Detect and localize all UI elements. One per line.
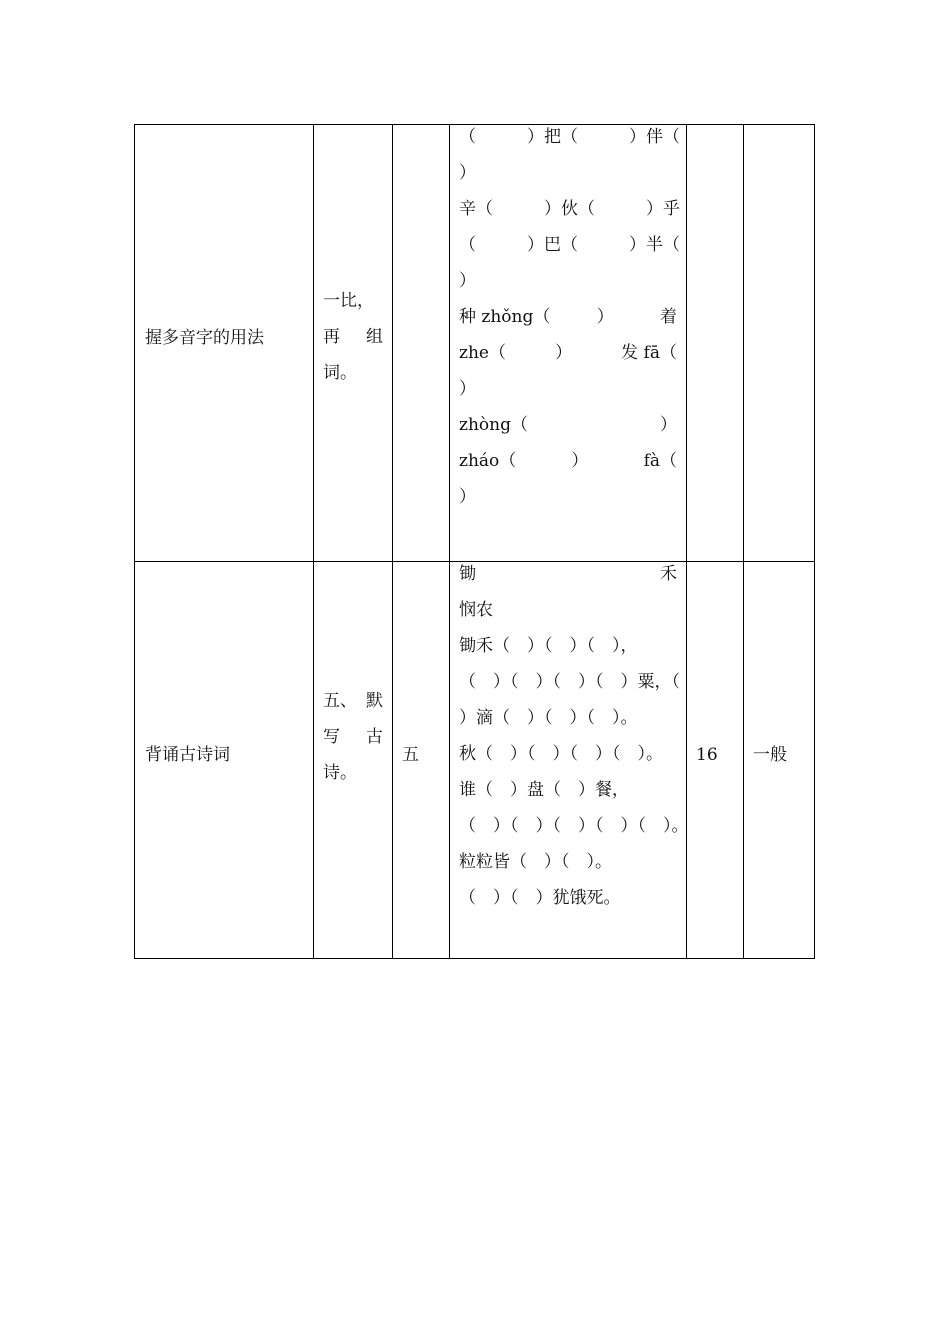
- content-line: 粒粒皆（ ）（ ）。: [459, 852, 612, 872]
- content-text: 锄: [459, 564, 476, 584]
- content-text: zháo（: [459, 451, 517, 471]
- question-type-cell: [323, 683, 383, 791]
- column-divider: [392, 125, 393, 958]
- question-type-cell: [323, 283, 383, 391]
- content-line: （ ）巴（ ）半（: [459, 235, 680, 255]
- question-type-line: 词。: [323, 363, 357, 383]
- content-text: zhòng（: [459, 415, 528, 435]
- question-type-text: 再: [323, 327, 340, 347]
- content-text: ）: [571, 451, 589, 471]
- content-text: ）: [660, 415, 677, 435]
- knowledge-point-cell: 背诵古诗词: [145, 745, 230, 765]
- column-divider: [449, 125, 450, 958]
- content-line: 锄禾（ ）（ ）（ ），: [459, 636, 638, 656]
- content-line: 悯农: [459, 600, 493, 620]
- content-line: ）: [459, 379, 476, 399]
- content-line: [459, 443, 677, 479]
- content-text: zhe（: [459, 343, 506, 363]
- content-text: 发 fā（: [621, 343, 677, 363]
- content-line: （ ）把（ ）伴（: [459, 127, 680, 147]
- assessment-table: [134, 124, 815, 959]
- question-type-text: 古: [366, 727, 383, 747]
- content-text: ）: [596, 307, 614, 327]
- question-type-line: [323, 719, 383, 755]
- difficulty-cell: 一般: [753, 745, 787, 765]
- content-line: ）滴（ ）（ ）（ ）。: [459, 708, 638, 728]
- question-type-line: [323, 683, 383, 719]
- content-line: 谁（ ）盘（ ）餐，: [459, 780, 629, 800]
- content-line: 秋（ ）（ ）（ ）（ ）。: [459, 744, 663, 764]
- question-type-line: [323, 319, 383, 355]
- content-text: fà（: [643, 451, 677, 471]
- content-line: （ ）（ ）犹饿死。: [459, 888, 621, 908]
- content-cell: [459, 556, 689, 916]
- content-line: [459, 299, 677, 335]
- question-number-cell: 五: [402, 745, 419, 765]
- content-text: 禾: [660, 564, 677, 584]
- question-type-text: 五、: [323, 691, 357, 711]
- score-cell: 16: [696, 745, 718, 765]
- question-type-line: 一比，: [323, 291, 374, 311]
- content-line: ）: [459, 163, 476, 183]
- content-line: [459, 556, 677, 592]
- content-cell: [459, 119, 680, 515]
- content-line: 辛（ ）伙（ ）乎: [459, 199, 680, 219]
- content-text: ）: [555, 343, 573, 363]
- content-line: [459, 407, 677, 443]
- content-line: （ ）（ ）（ ）（ ）（ ）。: [459, 816, 689, 836]
- column-divider: [313, 125, 314, 958]
- question-type-text: 组: [366, 327, 383, 347]
- column-divider: [743, 125, 744, 958]
- question-type-text: 写: [323, 727, 340, 747]
- content-text: 种 zhǒng（: [459, 307, 551, 327]
- knowledge-point-cell: 握多音字的用法: [145, 328, 264, 348]
- content-line: ）: [459, 487, 476, 507]
- content-line: [459, 335, 677, 371]
- content-line: （ ）（ ）（ ）（ ）粟，（: [459, 672, 680, 692]
- question-type-text: 默: [366, 691, 383, 711]
- question-type-line: 诗。: [323, 763, 357, 783]
- content-text: 着: [660, 307, 677, 327]
- content-line: ）: [459, 271, 476, 291]
